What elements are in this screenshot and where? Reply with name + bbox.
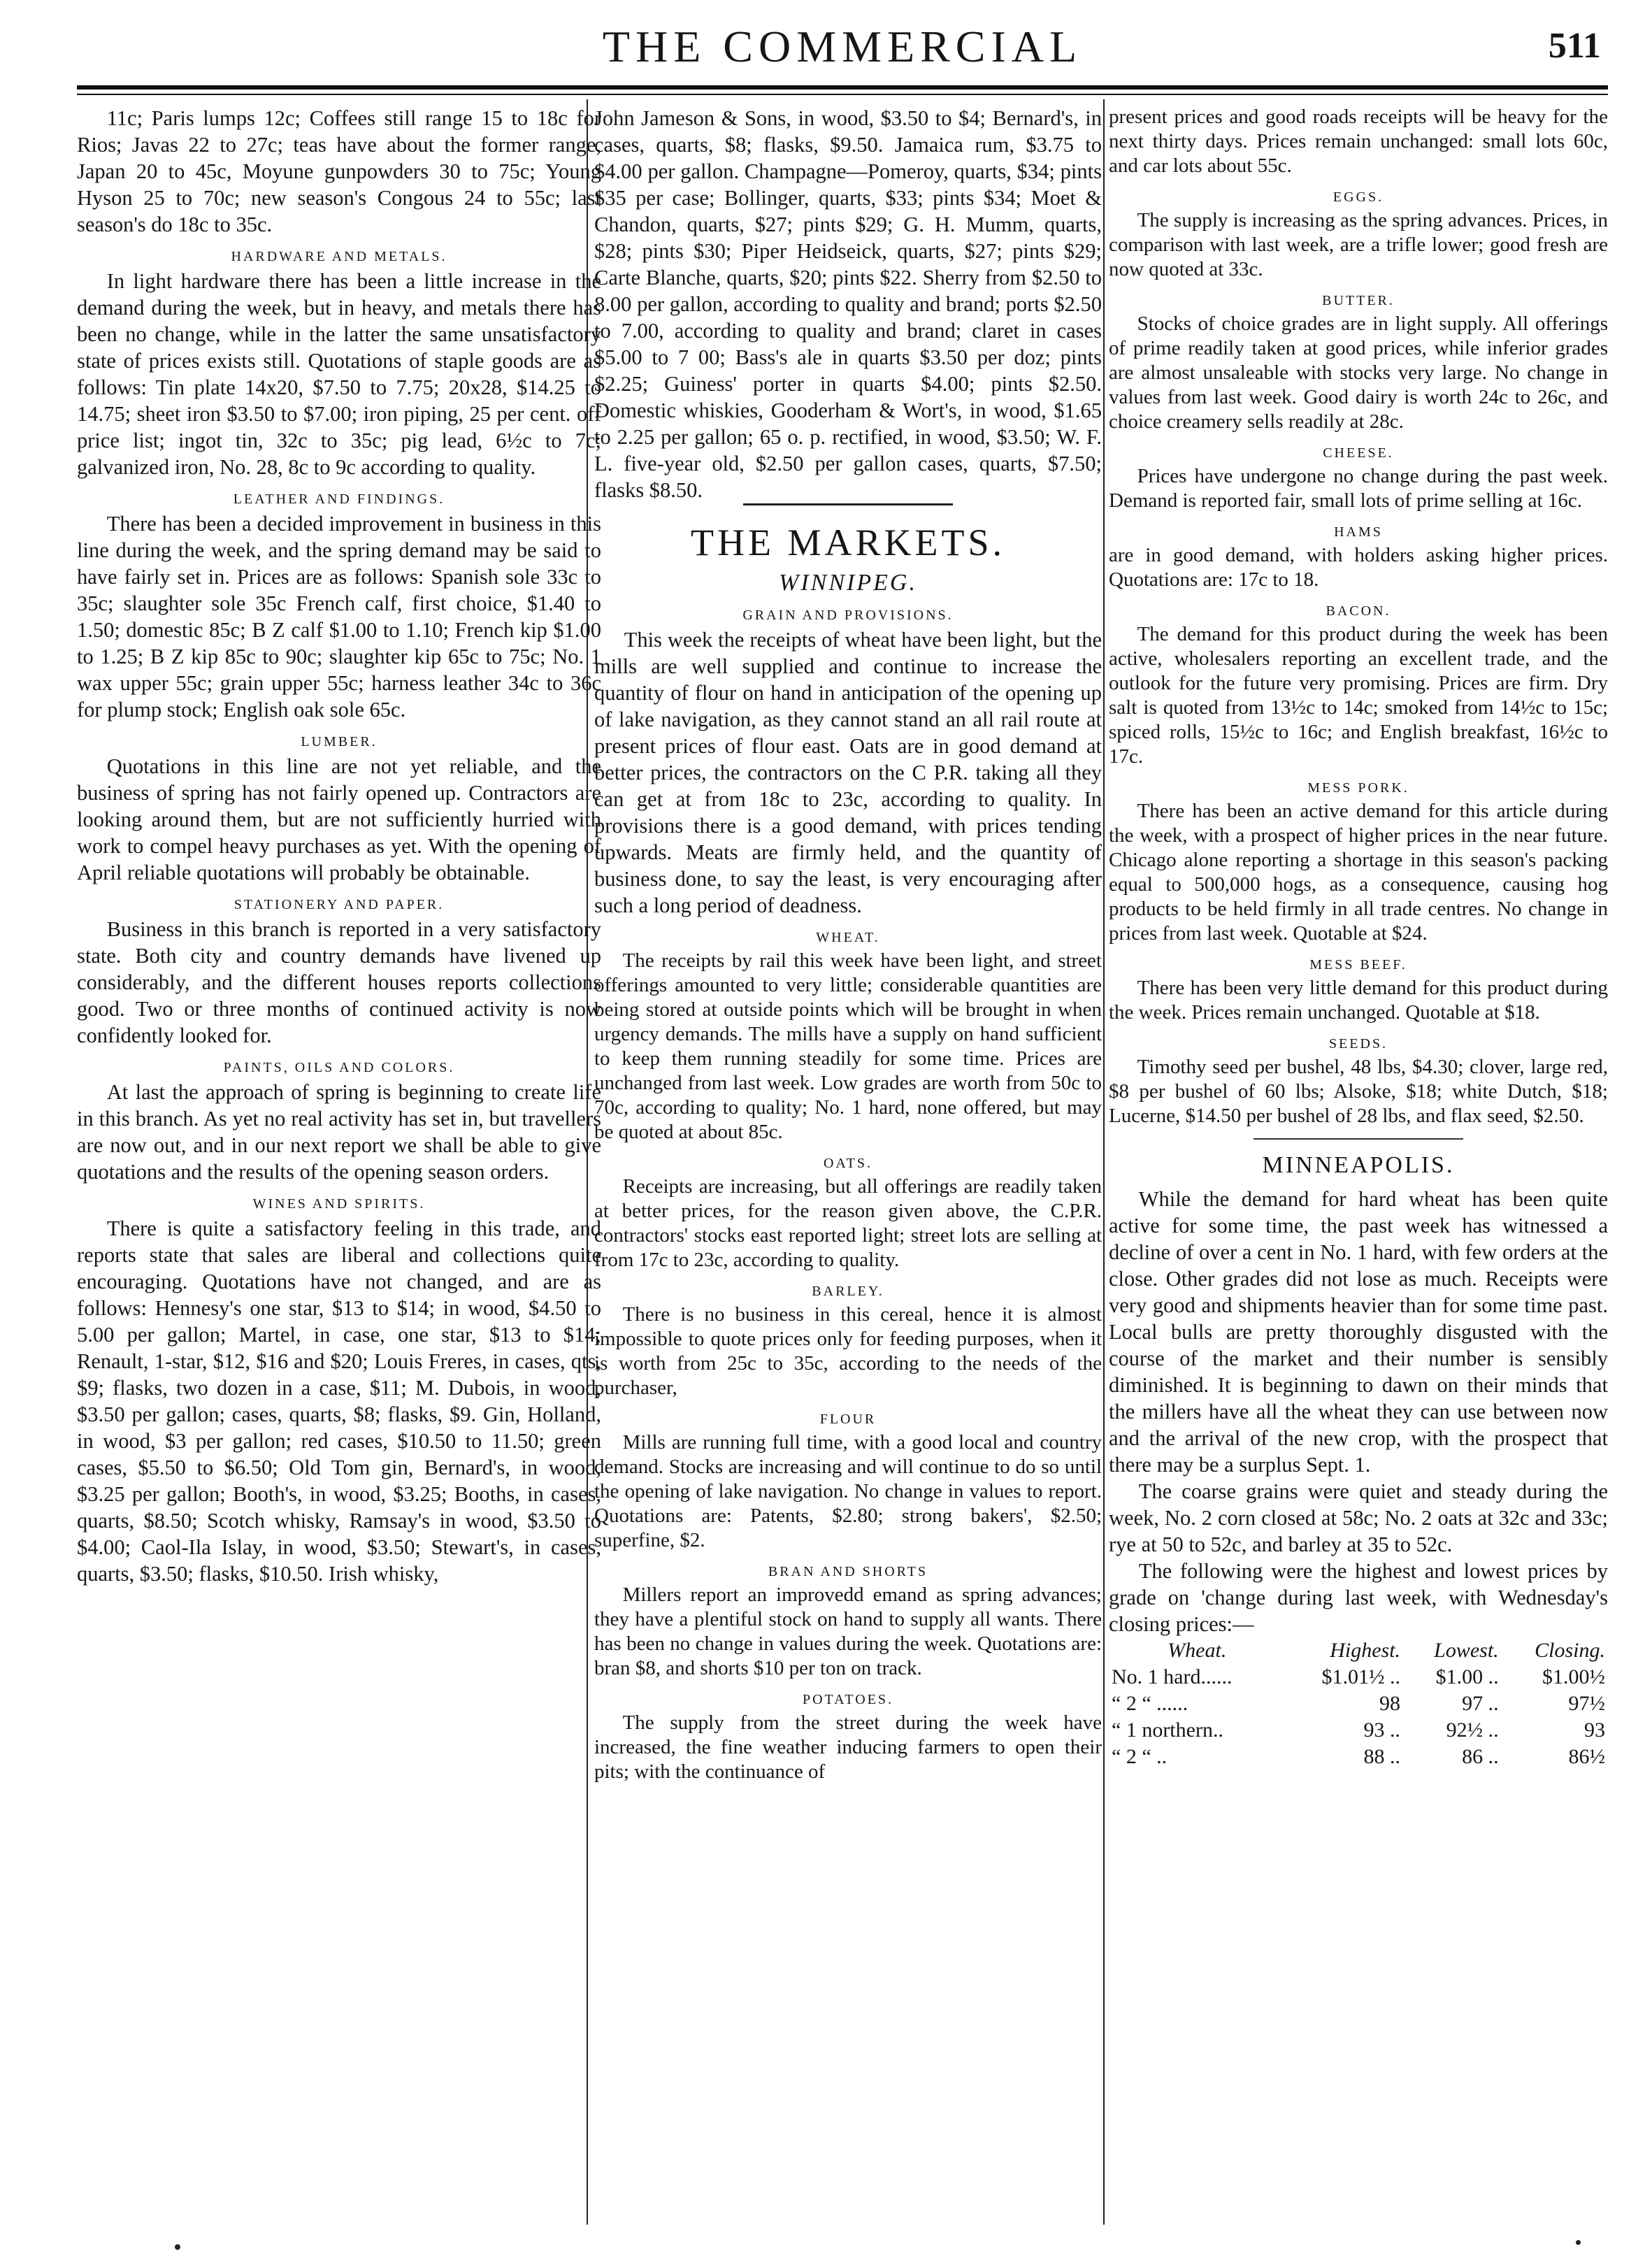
article-paragraph: Quotations in this line are not yet reliable, and the business of spring has not fairly opened up. Contractors are looking around them, but are not sufficiently hurried with work to compel heavy purchases as yet. With the opening of April reliable quotations will probably be obtainable. — [77, 754, 601, 884]
table-row — [1109, 1664, 1608, 1691]
section-heading: CHEESE. — [1323, 445, 1394, 461]
column-middle — [594, 105, 1102, 2230]
table-cell: $1.01½ .. — [1321, 1665, 1401, 1688]
article-paragraph: There is quite a satisfactory feeling in this trade, and reports state that sales are liberal and collections quite encouraging. Quotations have not changed, and are as follows: Hennesy's one star, $13 to $14; in wood, $4.50 to 5.00 per gallon; Martel, in case, one star, $13 to $14; Renault, 1-star, $12, $16 and $20; Louis Freres, in cases, qts, $9; flasks, two dozen in a case, $11; M. Dubois, in wood, $3.50 per gallon; cases, quarts, $8; flasks, $9. Gin, Holland, in wood, $3 per gallon; red cases, $10.50 to 11.50; green cases, $5.50 to $6.50; Old Tom gin, Bernard's, in wood, $3.25 per gallon; Booth's, in wood, $3.25; Booths, in cases, quarts, $8.50; Scotch whisky, Ramsay's in wood, $3.50 to $4.00; Caol-Ila Islay, in wood, $3.50; Stewart's, in cases, quarts, $3.50; flasks, $10.50. Irish whisky, — [77, 1216, 601, 1586]
article-paragraph: The supply from the street during the week have increased, the fine weather inducing farmers to open their pits; with the continuance of — [594, 1711, 1102, 1783]
article-paragraph: The demand for this product during the week has been active, wholesalers reporting an excellent trade, and the outlook for the future very promising. Prices are firm. Dry salt is quoted from 13½c to 14c; smoked from 14½c to 15c; spiced rolls, 15½c to 16c; and English breakfast, 16½c to 17c. — [1109, 623, 1608, 768]
table-header-cell: Highest. — [1330, 1639, 1401, 1662]
wheat-price-table — [1109, 1637, 1608, 1770]
article-paragraph: Timothy seed per bushel, 48 lbs, $4.30; clover, large red, $8 per bushel of 60 lbs; Alsoke, $18; white Dutch, $18; Lucerne, $14.50 per bushel of 28 lbs, and flax seed, $2.50. — [1109, 1056, 1608, 1127]
table-cell: 97 .. — [1462, 1692, 1499, 1715]
table-header-cell: Wheat. — [1168, 1639, 1227, 1662]
table-row — [1109, 1744, 1608, 1770]
article-paragraph: The receipts by rail this week have been light, and street offerings amounted to very little; considerable quantities are being stored at outside points which will be brought in when urgency demands. The mills have a supply on hand sufficient to keep them running steadily for some time. Prices are unchanged from last week. Low grades are worth from 50c to 70c, according to quality; No. 1 hard, none offered, but may be quoted at about 85c. — [594, 949, 1102, 1143]
table-cell: “ 2 “ ...... — [1112, 1692, 1188, 1715]
article-paragraph: There has been very little demand for this product during the week. Prices remain unchanged. Quotable at $18. — [1109, 977, 1608, 1024]
table-header-cell: Lowest. — [1434, 1639, 1499, 1662]
section-heading: LEATHER AND FINDINGS. — [233, 491, 445, 507]
article-paragraph: Millers report an improvedd emand as spring advances; they have a plentiful stock on hand to supply all wants. There has been no change in values during the week. Quotations are: bran $8, and shorts $10 per ton on track. — [594, 1584, 1102, 1679]
print-speck — [1576, 2240, 1581, 2245]
masthead-title: THE COMMERCIAL — [602, 22, 1083, 71]
section-heading: OATS. — [823, 1156, 872, 1171]
table-cell: $1.00½ — [1542, 1665, 1605, 1688]
section-heading: GRAIN AND PROVISIONS. — [742, 608, 954, 623]
article-paragraph: Stocks of choice grades are in light supply. All offerings of prime readily taken at good prices, while inferior grades are almost unsaleable with stocks very large. No change in values from last week. Good dairy is worth 24c to 26c, and choice creamery sells readily at 28c. — [1109, 313, 1608, 433]
article-paragraph: At last the approach of spring is beginning to create life in this branch. As yet no real activity has set in, but travellers are now out, and in our next report we shall be able to give quotations and the results of the opening season orders. — [77, 1080, 601, 1184]
table-cell: 86 .. — [1462, 1745, 1499, 1768]
article-paragraph: 11c; Paris lumps 12c; Coffees still range 15 to 18c for Rios; Javas 22 to 27c; teas have about the former range, Japan 20 to 45c, Moyune gunpowders 30 to 75c; Young Hyson 25 to 70c; new season's Congous 24 to 55c; last season's do 18c to 35c. — [77, 106, 601, 236]
article-paragraph: Mills are running full time, with a good local and country demand. Stocks are increasing and will continue to do so until the opening of lake navigation. No change in values to report. Quotations are: Patents, $2.80; strong bakers', $2.50; superfine, $2. — [594, 1431, 1102, 1551]
section-heading: EGGS. — [1333, 189, 1384, 205]
section-heading: POTATOES. — [802, 1692, 894, 1707]
table-cell: 93 .. — [1363, 1718, 1401, 1742]
section-heading: WHEAT. — [816, 930, 880, 945]
article-paragraph: present prices and good roads receipts will be heavy for the next thirty days. Prices remain unchanged: small lots 60c, and car lots about 55c. — [1109, 106, 1608, 177]
table-cell: 93 — [1584, 1718, 1605, 1742]
city-heading: WINNIPEG. — [779, 570, 917, 596]
table-cell: 98 — [1379, 1692, 1401, 1715]
article-paragraph: While the demand for hard wheat has been quite active for some time, the past week has witnessed a decline of over a cent in No. 1 hard, with few orders at the close. Other grades did not lose as much. Receipts were very good and shipments heavier than for some time past. Local bulls are pretty thoroughly disgusted with the course of the market and their number is sensibly diminished. It is beginning to dawn on their minds that the millers have all the wheat they can use between now and the arrival of the new crop, with the prospect that there may be a surplus Sept. 1. — [1109, 1187, 1608, 1477]
article-paragraph: There has been an active demand for this article during the week, with a prospect of higher prices in the near future. Chicago alone reporting a shortage in this season's packing equal to 500,000 hogs, as a consequence, causing hog products to be held firmly in all trade centres. No change in prices from last week. Quotable at $24. — [1109, 800, 1608, 945]
header-rule-thick — [77, 85, 1608, 89]
table-row — [1109, 1691, 1608, 1717]
city-heading: MINNEAPOLIS. — [1262, 1152, 1455, 1178]
table-cell: No. 1 hard...... — [1112, 1665, 1233, 1688]
section-heading: WINES AND SPIRITS. — [252, 1196, 426, 1212]
header-rule-thin — [77, 94, 1608, 95]
article-paragraph: This week the receipts of wheat have been light, but the mills are well supplied and continue to increase the quantity of flour on hand in anticipation of the opening up of lake navigation, as they cannot stand an all rail route at present prices of flour east. Oats are in good demand at better prices, the contractors on the C P.R. taking all they can get at from 18c to 23c, according to quality. In provisions there is a good demand, with prices tending upwards. Meats are firmly held, and the quantity of business done, to say the least, is very encouraging after such a long period of deadness. — [594, 628, 1102, 917]
page-header — [77, 20, 1608, 82]
table-cell: 92½ .. — [1446, 1718, 1499, 1742]
section-heading: LUMBER. — [301, 734, 378, 749]
section-heading: STATIONERY AND PAPER. — [234, 897, 445, 912]
article-paragraph: Prices have undergone no change during the past week. Demand is reported fair, small lots of prime selling at 16c. — [1109, 465, 1608, 512]
section-heading: MESS PORK. — [1307, 780, 1409, 796]
markets-rule — [743, 503, 953, 505]
article-paragraph: John Jameson & Sons, in wood, $3.50 to $4; Bernard's, in cases, quarts, $8; flasks, $9.50. Jamaica rum, $3.75 to $4.00 per gallon. Champagne—Pomeroy, quarts, $34; pints $35 per case; Bollinger, quarts, $33; pints $34; Moet & Chandon, quarts, $27; pints $29; G. H. Mumm, quarts, $28; pints $30; Piper Heidseick, quarts, $27; pints $29; Carte Blanche, quarts, $20; pints $22. Sherry from $2.50 to 8.00 per gallon, according to quality and brand; ports $2.50 to 7.00, according to quality and brand; claret in cases $5.00 to 7 00; Bass's ale in quarts $3.50 per doz; pints $2.25; Guiness' porter in quarts $4.00; pints $2.50. Domestic whiskies, Gooderham & Wort's, in wood, $1.65 to 2.25 per gallon; 65 o. p. rectified, in wood, $3.50; W. F. L. five-year old, $2.50 per gallon cases, quarts, $7.50; flasks $8.50. — [594, 106, 1102, 502]
section-heading: SEEDS. — [1328, 1036, 1388, 1052]
table-row — [1109, 1717, 1608, 1744]
article-paragraph: In light hardware there has been a little increase in the demand during the week, but in heavy, and metals there has been no change, while in the latter the same unsatisfactory state of prices exists still. Quotations of staple goods are as follows: Tin plate 14x20, $7.50 to 7.75; 20x28, $14.25 to 14.75; sheet iron $3.50 to $7.00; iron piping, 25 per cent. off price list; ingot tin, 32c to 35c; pig lead, 6½c to 7c; galvanized iron, No. 28, 8c to 9c according to quality. — [77, 269, 601, 479]
table-cell: 86½ — [1568, 1745, 1605, 1768]
print-speck — [175, 2244, 180, 2250]
section-heading: BUTTER. — [1322, 293, 1395, 308]
section-rule — [1254, 1138, 1463, 1140]
section-heading: BACON. — [1326, 603, 1391, 619]
section-heading: HARDWARE AND METALS. — [231, 249, 447, 264]
article-paragraph: Receipts are increasing, but all offerings are readily taken at better prices, for the reason given above, the C.P.R. contractors' stocks east reported light; street lots are selling at from 17c to 23c, according to quality. — [594, 1175, 1102, 1271]
table-cell: 97½ — [1568, 1692, 1605, 1715]
section-heading: BRAN AND SHORTS — [768, 1564, 928, 1579]
article-paragraph: The following were the highest and lowest prices by grade on 'change during last week, with Wednesday's closing prices:— — [1109, 1559, 1608, 1636]
table-cell: $1.00 .. — [1435, 1665, 1499, 1688]
article-paragraph: There has been a decided improvement in business in this line during the week, and the spring demand may be said to have fairly set in. Prices are as follows: Spanish sole 33c to 35c; slaughter sole 35c French calf, first choice, $1.40 to 1.50; domestic 85c; B Z calf $1.00 to 1.10; French kip $1.00 to 1.25; B Z kip 85c to 90c; slaughter kip 65c to 75c; No. 1 wax upper 55c; grain upper 55c; harness leather 34c to 36c for plump stock; English oak sole 65c. — [77, 512, 601, 722]
section-heading: PAINTS, OILS AND COLORS. — [223, 1060, 455, 1075]
article-paragraph: are in good demand, with holders asking higher prices. Quotations are: 17c to 18. — [1109, 544, 1608, 591]
article-paragraph: The supply is increasing as the spring advances. Prices, in comparison with last week, are a trifle lower; good fresh are now quoted at 33c. — [1109, 209, 1608, 280]
section-heading: FLOUR — [819, 1412, 877, 1427]
article-paragraph: Business in this branch is reported in a very satisfactory state. Both city and country demands have livened up considerably, and the different houses reports collections good. Two or three months of continued activity is now confidently looked for. — [77, 917, 601, 1047]
column-left — [77, 105, 601, 2230]
section-heading: MESS BEEF. — [1309, 957, 1407, 972]
markets-heading: THE MARKETS. — [691, 522, 1005, 564]
section-heading: HAMS — [1334, 524, 1383, 540]
column-right — [1109, 105, 1608, 2230]
table-cell: 88 .. — [1363, 1745, 1401, 1768]
table-header-cell: Closing. — [1535, 1639, 1605, 1662]
section-heading: BARLEY. — [812, 1284, 884, 1299]
table-cell: “ 2 “ .. — [1112, 1745, 1168, 1768]
article-paragraph: There is no business in this cereal, hence it is almost impossible to quote prices only for feeding purposes, when it is worth from 25c to 35c, according to the needs of the purchaser, — [594, 1303, 1102, 1399]
article-paragraph: The coarse grains were quiet and steady during the week, No. 2 corn closed at 58c; No. 2 oats at 32c and 33c; rye at 50 to 52c, and barley at 35 to 52c. — [1109, 1479, 1608, 1556]
column-divider — [1103, 99, 1105, 2225]
table-cell: “ 1 northern.. — [1112, 1718, 1223, 1742]
page-number: 511 — [1548, 26, 1601, 66]
